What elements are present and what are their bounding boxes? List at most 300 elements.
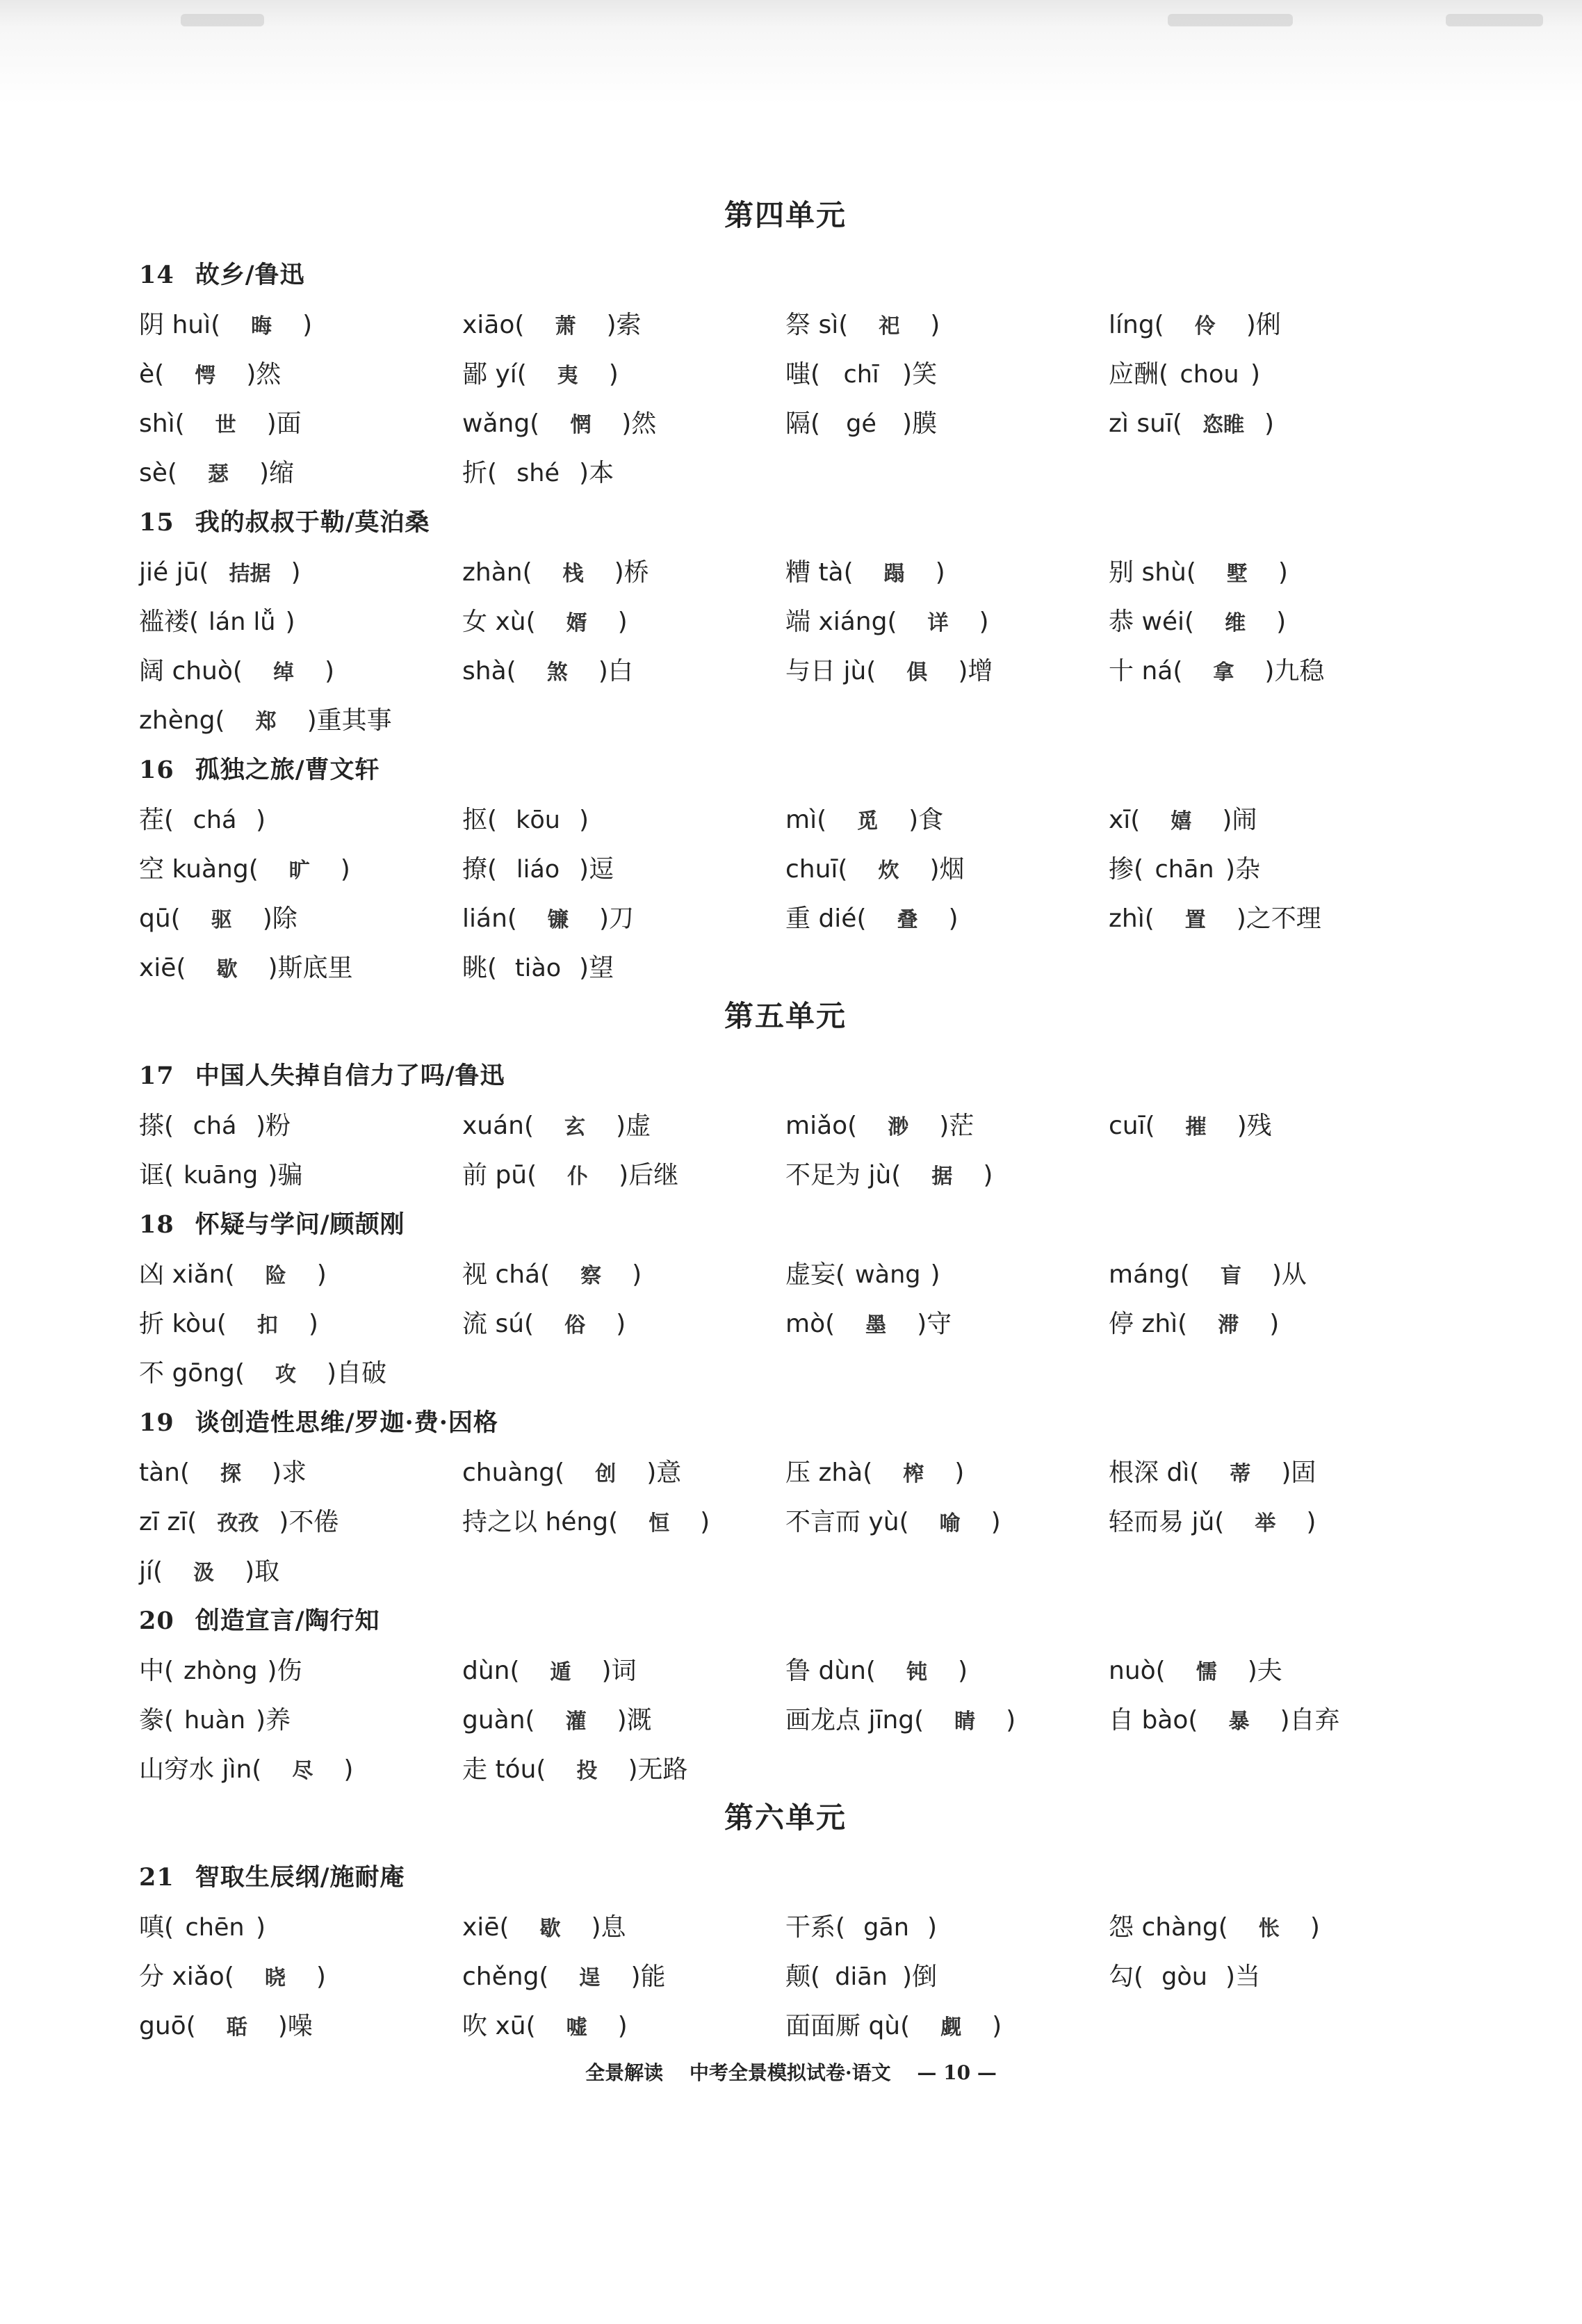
vocab-answer: 瑟	[207, 462, 229, 487]
vocab-prompt: jí(	[139, 1557, 163, 1586]
vocab-answer: 祀	[879, 314, 900, 339]
lesson-heading	[139, 1855, 1432, 1905]
vocab-suffix: )重其事	[307, 706, 392, 735]
vocab-item	[139, 1302, 462, 1351]
vocab-prompt: zì suī(	[1109, 409, 1182, 438]
vocab-item	[462, 1500, 785, 1550]
lesson-heading	[139, 1401, 1432, 1451]
vocab-suffix: )除	[262, 904, 297, 933]
vocab-answer: diān	[835, 1963, 888, 1991]
vocab-suffix: )从	[1271, 1260, 1307, 1289]
vocab-answer: 觑	[940, 2015, 962, 2040]
vocab-answer: chī	[843, 361, 879, 389]
vocab-item	[462, 847, 785, 897]
vocab-item	[462, 1153, 785, 1203]
vocab-answer: huàn	[184, 1707, 246, 1734]
vocab-item	[1109, 402, 1432, 451]
vocab-grid	[139, 1905, 1432, 2054]
vocab-suffix: )	[992, 2012, 1002, 2040]
vocab-item	[139, 1698, 462, 1748]
vocab-prompt: 不足为 jù(	[785, 1161, 902, 1189]
vocab-suffix: )自破	[327, 1359, 387, 1388]
vocab-answer: 玄	[564, 1115, 586, 1139]
vocab-answer: 恒	[649, 1511, 670, 1536]
vocab-prompt: 诓(	[139, 1161, 174, 1189]
vocab-suffix: )求	[272, 1458, 307, 1487]
vocab-item	[462, 352, 785, 402]
vocab-answer: gòu	[1161, 1963, 1207, 1991]
vocab-prompt: 折 kòu(	[139, 1310, 227, 1338]
vocab-suffix: )	[1276, 608, 1287, 636]
vocab-item	[139, 303, 462, 352]
vocab-item	[139, 551, 462, 600]
vocab-suffix: )	[256, 806, 266, 834]
vocab-prompt: 恭 wéi(	[1109, 608, 1195, 636]
vocab-prompt: 嗤(	[785, 360, 821, 389]
vocab-suffix: )	[983, 1161, 993, 1189]
vocab-suffix: )意	[646, 1458, 682, 1487]
vocab-answer: kuāng	[184, 1162, 259, 1189]
vocab-prompt: zī zī(	[139, 1508, 197, 1536]
vocab-answer: 嬉	[1171, 809, 1192, 834]
vocab-suffix: )面	[266, 409, 302, 438]
vocab-prompt: 眺(	[462, 954, 498, 982]
vocab-suffix: )	[285, 608, 295, 636]
vocab-prompt: 嗔(	[139, 1913, 174, 1942]
vocab-item	[462, 600, 785, 649]
vocab-suffix: )	[617, 608, 628, 636]
vocab-item	[462, 1253, 785, 1302]
vocab-item	[785, 551, 1109, 600]
vocab-prompt: 根深 dì(	[1109, 1458, 1200, 1487]
vocab-answer: 懦	[1196, 1660, 1217, 1684]
vocab-prompt: líng(	[1109, 311, 1164, 339]
vocab-suffix: )然	[246, 360, 282, 389]
vocab-prompt: 视 chá(	[462, 1260, 551, 1289]
vocab-suffix: )能	[630, 1963, 666, 1991]
vocab-item	[462, 1748, 785, 1797]
vocab-suffix: )然	[621, 409, 657, 438]
vocab-prompt: shà(	[462, 657, 516, 685]
vocab-prompt: 女 xù(	[462, 608, 536, 636]
vocab-prompt: xī(	[1109, 806, 1141, 834]
vocab-answer: 驱	[211, 908, 232, 932]
vocab-prompt: xiāo(	[462, 311, 525, 339]
vocab-suffix: )	[324, 657, 334, 685]
vocab-item	[139, 1500, 462, 1550]
vocab-item	[1109, 303, 1432, 352]
vocab-grid	[139, 551, 1432, 748]
vocab-prompt: 怨 chàng(	[1109, 1913, 1228, 1942]
vocab-answer: chá	[193, 1112, 237, 1140]
vocab-answer: 喻	[939, 1511, 961, 1536]
vocab-prompt: 应酬(	[1109, 360, 1169, 389]
vocab-item	[1109, 1649, 1432, 1698]
vocab-item	[462, 1302, 785, 1351]
vocab-suffix: )溉	[617, 1706, 652, 1734]
footer-book-title: 中考全景模拟试卷·语文	[689, 2061, 891, 2084]
vocab-suffix: )	[291, 558, 301, 587]
vocab-item	[462, 1905, 785, 1955]
vocab-prompt: qū(	[139, 904, 181, 933]
vocab-item	[785, 649, 1109, 699]
vocab-item	[139, 1451, 462, 1500]
vocab-prompt: 别 shù(	[1109, 558, 1196, 587]
vocab-suffix: )	[608, 360, 619, 389]
vocab-item	[785, 402, 1109, 451]
vocab-answer: 攻	[275, 1363, 297, 1387]
vocab-answer: 钝	[906, 1660, 927, 1684]
vocab-item	[785, 1451, 1109, 1500]
vocab-suffix: )	[343, 1755, 354, 1784]
vocab-suffix: )笑	[902, 360, 938, 389]
vocab-answer: 拿	[1213, 660, 1234, 685]
vocab-prompt: 吹 xū(	[462, 2012, 536, 2040]
unit-title: 第四单元	[724, 198, 847, 232]
vocab-suffix: )白	[598, 657, 633, 685]
vocab-prompt: 鄙 yí(	[462, 360, 527, 389]
lesson-title: 怀疑与学问/顾颉刚	[195, 1210, 405, 1239]
vocab-suffix: )	[302, 311, 313, 339]
lesson-number: 18	[139, 1210, 174, 1239]
vocab-answer: 叠	[897, 908, 918, 932]
vocab-answer: 俗	[564, 1313, 586, 1338]
vocab-item	[462, 1104, 785, 1153]
vocab-answer: 晓	[264, 1966, 286, 1990]
vocab-answer: 滞	[1218, 1313, 1239, 1338]
lesson-heading	[139, 1203, 1432, 1253]
vocab-prompt: 阴 huì(	[139, 311, 221, 339]
vocab-item	[785, 1500, 1109, 1550]
unit-title: 第六单元	[724, 1801, 847, 1835]
vocab-suffix: )伤	[267, 1657, 302, 1685]
vocab-item	[139, 847, 462, 897]
vocab-prompt: 十 ná(	[1109, 657, 1183, 685]
vocab-answer: 嘘	[566, 2015, 587, 2040]
vocab-item	[462, 1955, 785, 2004]
vocab-suffix: )	[579, 806, 589, 834]
vocab-item	[139, 2004, 462, 2054]
vocab-suffix: )俐	[1246, 311, 1281, 339]
vocab-suffix: )	[1006, 1706, 1016, 1734]
vocab-item	[139, 402, 462, 451]
vocab-suffix: )当	[1225, 1963, 1261, 1991]
vocab-prompt: 不 gōng(	[139, 1359, 245, 1388]
vocab-suffix: )九稳	[1264, 657, 1325, 685]
vocab-item	[462, 1649, 785, 1698]
vocab-answer: 歇	[216, 957, 238, 982]
vocab-item	[139, 1104, 462, 1153]
vocab-suffix: )	[256, 1913, 266, 1942]
vocab-item	[139, 1748, 462, 1797]
vocab-prompt: 前 pū(	[462, 1161, 537, 1189]
vocab-answer: 探	[220, 1462, 242, 1486]
vocab-answer: 遁	[550, 1660, 571, 1684]
vocab-item	[139, 1253, 462, 1302]
vocab-answer: 睛	[954, 1709, 976, 1734]
vocab-prompt: 糟 tà(	[785, 558, 854, 587]
vocab-suffix: )之不理	[1236, 904, 1321, 933]
unit-title: 第五单元	[724, 999, 847, 1033]
vocab-prompt: wǎng(	[462, 409, 540, 438]
vocab-answer: 旷	[288, 859, 310, 883]
lesson-title: 故乡/鲁迅	[195, 261, 305, 289]
vocab-suffix: )增	[958, 657, 993, 685]
vocab-suffix: )	[617, 2012, 628, 2040]
vocab-prompt: 折(	[462, 459, 498, 487]
vocab-prompt: cuī(	[1109, 1112, 1155, 1140]
vocab-prompt: dùn(	[462, 1657, 520, 1685]
vocab-answer: 仆	[567, 1164, 589, 1189]
vocab-suffix: )粉	[256, 1112, 291, 1140]
vocab-item	[462, 946, 785, 996]
vocab-suffix: )	[948, 904, 959, 933]
lesson-number: 14	[139, 261, 174, 289]
vocab-answer: 绰	[272, 660, 294, 685]
vocab-item	[139, 352, 462, 402]
vocab-item	[1109, 798, 1432, 847]
vocab-answer: 觅	[857, 809, 879, 834]
vocab-prompt: 停 zhì(	[1109, 1310, 1188, 1338]
vocab-suffix: )无路	[628, 1755, 688, 1784]
vocab-grid	[139, 1451, 1432, 1599]
vocab-item	[462, 303, 785, 352]
vocab-item	[785, 1698, 1109, 1748]
vocab-prompt: 重 dié(	[785, 904, 867, 933]
lesson-heading	[139, 1599, 1432, 1649]
vocab-prompt: sè(	[139, 459, 177, 487]
vocab-grid	[139, 798, 1432, 996]
vocab-suffix: )自弃	[1280, 1706, 1340, 1734]
scan-artifact	[1446, 14, 1543, 26]
vocab-prompt: è(	[139, 360, 165, 389]
vocab-answer: 榨	[903, 1462, 924, 1486]
vocab-item	[139, 946, 462, 996]
vocab-prompt: 颠(	[785, 1963, 821, 1991]
vocab-suffix: )夫	[1247, 1657, 1282, 1685]
vocab-item	[785, 1253, 1109, 1302]
vocab-prompt: 面面厮 qù(	[785, 2012, 911, 2040]
lesson-heading	[139, 253, 1432, 303]
vocab-item	[139, 1649, 462, 1698]
vocab-prompt: 褴褛(	[139, 608, 199, 636]
vocab-answer: lán lǚ	[209, 608, 276, 636]
vocab-prompt: 端 xiáng(	[785, 608, 897, 636]
vocab-suffix: )	[930, 311, 940, 339]
vocab-suffix: )	[1310, 1913, 1320, 1942]
vocab-suffix: )膜	[902, 409, 938, 438]
vocab-suffix: )	[1278, 558, 1288, 587]
vocab-prompt: shì(	[139, 409, 185, 438]
lesson-number: 15	[139, 508, 174, 537]
lesson-title: 我的叔叔于勒/莫泊桑	[195, 508, 430, 537]
vocab-grid	[139, 1253, 1432, 1401]
vocab-answer: gān	[863, 1914, 909, 1942]
vocab-item	[139, 1905, 462, 1955]
vocab-suffix: )固	[1281, 1458, 1316, 1487]
lesson-title: 谈创造性思维/罗迦·费·因格	[195, 1408, 498, 1437]
vocab-prompt: 茬(	[139, 806, 174, 834]
vocab-suffix: )	[927, 1913, 938, 1942]
vocab-prompt: guō(	[139, 2012, 196, 2040]
vocab-item	[1109, 1302, 1432, 1351]
vocab-suffix: )	[340, 855, 350, 884]
vocab-answer: 郑	[255, 710, 277, 734]
vocab-answer: 萧	[555, 314, 576, 339]
vocab-prompt: 隔(	[785, 409, 821, 438]
vocab-answer: 据	[931, 1164, 953, 1189]
page-content	[139, 195, 1432, 2054]
vocab-item	[785, 1302, 1109, 1351]
vocab-prompt: máng(	[1109, 1260, 1190, 1289]
vocab-item	[139, 1955, 462, 2004]
vocab-grid	[139, 303, 1432, 501]
lesson-number: 17	[139, 1062, 174, 1090]
vocab-answer: 聒	[226, 2015, 247, 2040]
vocab-prompt: 抠(	[462, 806, 498, 834]
vocab-answer: 墅	[1226, 562, 1248, 586]
vocab-item	[462, 402, 785, 451]
vocab-answer: 扣	[256, 1313, 278, 1338]
vocab-suffix: )桥	[614, 558, 649, 587]
vocab-item	[785, 1153, 1109, 1203]
vocab-item	[1109, 551, 1432, 600]
vocab-answer: 汲	[193, 1561, 215, 1585]
vocab-answer: 盲	[1220, 1264, 1241, 1288]
lesson-number: 21	[139, 1863, 174, 1892]
vocab-suffix: )	[979, 608, 989, 636]
vocab-prompt: chuī(	[785, 855, 848, 884]
vocab-suffix: )逗	[579, 855, 614, 884]
vocab-suffix: )	[308, 1310, 318, 1338]
vocab-suffix: )息	[591, 1913, 626, 1942]
vocab-answer: 蒂	[1230, 1462, 1251, 1486]
vocab-answer: 婿	[566, 611, 587, 635]
page-footer	[0, 2058, 1582, 2086]
vocab-prompt: 虚妄(	[785, 1260, 846, 1289]
vocab-prompt: 空 kuàng(	[139, 855, 259, 884]
vocab-item	[785, 352, 1109, 402]
scan-artifact	[181, 14, 264, 26]
vocab-suffix: )	[616, 1310, 626, 1338]
vocab-suffix: )	[1264, 409, 1275, 438]
vocab-prompt: mò(	[785, 1310, 835, 1338]
vocab-prompt: zhàn(	[462, 558, 532, 587]
vocab-answer: 夷	[557, 364, 578, 388]
vocab-prompt: 撩(	[462, 855, 498, 884]
vocab-suffix: )养	[256, 1706, 291, 1734]
lesson-title: 创造宣言/陶行知	[195, 1607, 380, 1635]
vocab-answer: 炊	[878, 859, 899, 883]
vocab-suffix: )取	[245, 1557, 280, 1586]
vocab-answer: shé	[516, 460, 560, 487]
vocab-suffix: )	[954, 1458, 965, 1487]
vocab-prompt: 走 tóu(	[462, 1755, 546, 1784]
vocab-answer: 俱	[906, 660, 928, 685]
vocab-answer: tiào	[514, 954, 562, 982]
vocab-prompt: 豢(	[139, 1706, 174, 1734]
vocab-prompt: 凶 xiǎn(	[139, 1260, 235, 1289]
vocab-item	[139, 1153, 462, 1203]
vocab-answer: 逞	[579, 1966, 601, 1990]
vocab-item	[139, 1550, 462, 1599]
vocab-item	[785, 798, 1109, 847]
vocab-answer: gé	[846, 410, 876, 438]
vocab-prompt: 搽(	[139, 1112, 174, 1140]
vocab-item	[139, 699, 462, 748]
vocab-prompt: 中(	[139, 1657, 174, 1685]
lesson-number: 20	[139, 1607, 174, 1635]
vocab-prompt: 分 xiǎo(	[139, 1963, 234, 1991]
vocab-suffix: )守	[917, 1310, 952, 1338]
vocab-item	[1109, 1955, 1432, 2004]
lesson-heading	[139, 1054, 1432, 1104]
vocab-item	[785, 2004, 1109, 2054]
lesson-title: 智取生辰纲/施耐庵	[195, 1863, 405, 1892]
vocab-answer: 怅	[1258, 1917, 1280, 1941]
vocab-prompt: nuò(	[1109, 1657, 1166, 1685]
vocab-item	[785, 1955, 1109, 2004]
vocab-suffix: )	[632, 1260, 642, 1289]
vocab-item	[785, 1649, 1109, 1698]
vocab-prompt: 掺(	[1109, 855, 1144, 884]
vocab-answer: 歇	[539, 1917, 561, 1941]
vocab-suffix: )缩	[259, 459, 294, 487]
vocab-suffix: )杂	[1225, 855, 1261, 884]
vocab-answer: 尽	[292, 1759, 313, 1783]
vocab-answer: 险	[265, 1264, 286, 1288]
vocab-answer: liáo	[516, 856, 560, 884]
vocab-suffix: )茫	[939, 1112, 975, 1140]
vocab-item	[1109, 1253, 1432, 1302]
vocab-prompt: 干系(	[785, 1913, 846, 1942]
vocab-suffix: )刀	[598, 904, 634, 933]
vocab-item	[139, 451, 462, 501]
vocab-grid	[139, 1649, 1432, 1797]
vocab-prompt: chuàng(	[462, 1458, 565, 1487]
vocab-item	[785, 897, 1109, 946]
page-number: — 10 —	[917, 2061, 997, 2084]
vocab-prompt: miǎo(	[785, 1112, 858, 1140]
vocab-answer: 暴	[1228, 1709, 1250, 1734]
vocab-suffix: )	[990, 1508, 1001, 1536]
vocab-item	[139, 798, 462, 847]
vocab-prompt: 轻而易 jǔ(	[1109, 1508, 1225, 1536]
vocab-suffix: )索	[606, 311, 642, 339]
vocab-answer: 惘	[570, 413, 592, 437]
vocab-item	[785, 1905, 1109, 1955]
vocab-suffix: )本	[579, 459, 614, 487]
vocab-suffix: )残	[1237, 1112, 1272, 1140]
vocab-suffix: )烟	[929, 855, 965, 884]
vocab-suffix: )不倦	[279, 1508, 339, 1536]
vocab-suffix: )	[316, 1260, 327, 1289]
vocab-item	[462, 897, 785, 946]
vocab-suffix: )食	[908, 806, 944, 834]
vocab-suffix: )	[1306, 1508, 1316, 1536]
vocab-suffix: )词	[601, 1657, 637, 1685]
vocab-prompt: 持之以 héng(	[462, 1508, 619, 1536]
vocab-answer: 墨	[865, 1313, 887, 1338]
vocab-prompt: 压 zhà(	[785, 1458, 873, 1487]
vocab-item	[139, 897, 462, 946]
vocab-item	[1109, 1451, 1432, 1500]
vocab-answer: chēn	[185, 1914, 245, 1942]
vocab-answer: 煞	[546, 660, 568, 685]
vocab-answer: 拮据	[229, 562, 271, 586]
vocab-prompt: 自 bào(	[1109, 1706, 1198, 1734]
vocab-answer: 灌	[565, 1709, 587, 1734]
